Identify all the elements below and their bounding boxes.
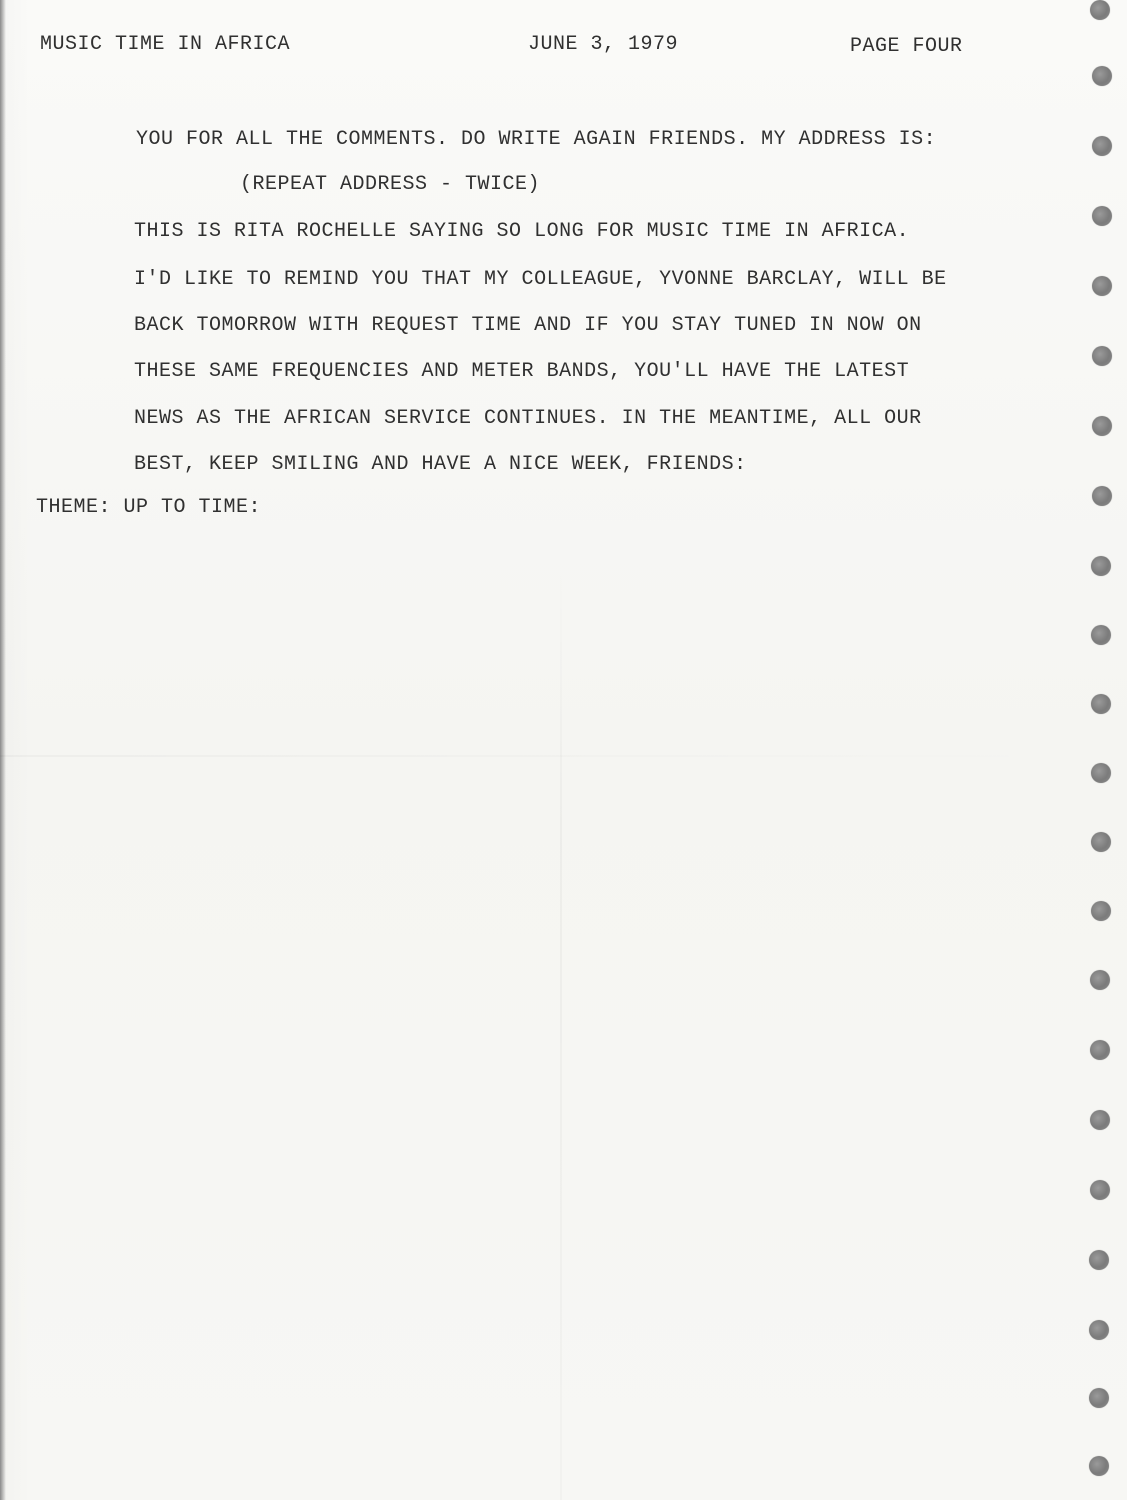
feed-hole — [1090, 1040, 1110, 1060]
script-line-5: BACK TOMORROW WITH REQUEST TIME AND IF YOU STAY TUNED IN NOW ON — [134, 314, 922, 337]
feed-hole — [1091, 694, 1111, 714]
horizontal-fold-line — [0, 755, 1080, 757]
feed-hole — [1090, 0, 1110, 20]
feed-hole — [1089, 1250, 1109, 1270]
script-line-2: (REPEAT ADDRESS - TWICE) — [240, 173, 541, 196]
feed-hole — [1091, 556, 1111, 576]
feed-hole — [1091, 901, 1111, 921]
header-date: JUNE 3, 1979 — [528, 33, 679, 56]
feed-hole — [1091, 763, 1111, 783]
header-program-title: MUSIC TIME IN AFRICA — [40, 33, 291, 56]
feed-hole — [1089, 1388, 1109, 1408]
script-line-4: I'D LIKE TO REMIND YOU THAT MY COLLEAGUE, YVONNE BARCLAY, WILL BE — [134, 268, 947, 291]
feed-hole — [1090, 1110, 1110, 1130]
script-line-7: NEWS AS THE AFRICAN SERVICE CONTINUES. IN THE MEANTIME, ALL OUR — [134, 407, 922, 430]
feed-hole — [1092, 206, 1112, 226]
feed-hole — [1089, 1456, 1109, 1476]
script-line-6: THESE SAME FREQUENCIES AND METER BANDS, YOU'LL HAVE THE LATEST — [134, 360, 910, 383]
page-left-edge — [0, 0, 6, 1500]
feed-hole — [1090, 1180, 1110, 1200]
feed-hole — [1092, 486, 1112, 506]
feed-hole — [1092, 136, 1112, 156]
vertical-fold-line — [560, 560, 562, 1500]
theme-line: THEME: UP TO TIME: — [36, 496, 262, 519]
script-line-3: THIS IS RITA ROCHELLE SAYING SO LONG FOR MUSIC TIME IN AFRICA. — [134, 220, 910, 243]
feed-hole — [1089, 1320, 1109, 1340]
feed-hole — [1092, 276, 1112, 296]
header-page-number: PAGE FOUR — [850, 35, 963, 58]
feed-hole — [1092, 416, 1112, 436]
feed-hole — [1092, 66, 1112, 86]
feed-hole — [1091, 625, 1111, 645]
script-line-8: BEST, KEEP SMILING AND HAVE A NICE WEEK, FRIENDS: — [134, 453, 747, 476]
feed-hole — [1092, 346, 1112, 366]
feed-hole — [1090, 970, 1110, 990]
feed-hole — [1091, 832, 1111, 852]
script-line-1: YOU FOR ALL THE COMMENTS. DO WRITE AGAIN FRIENDS. MY ADDRESS IS: — [136, 128, 937, 151]
tractor-feed-holes — [1067, 0, 1127, 1500]
